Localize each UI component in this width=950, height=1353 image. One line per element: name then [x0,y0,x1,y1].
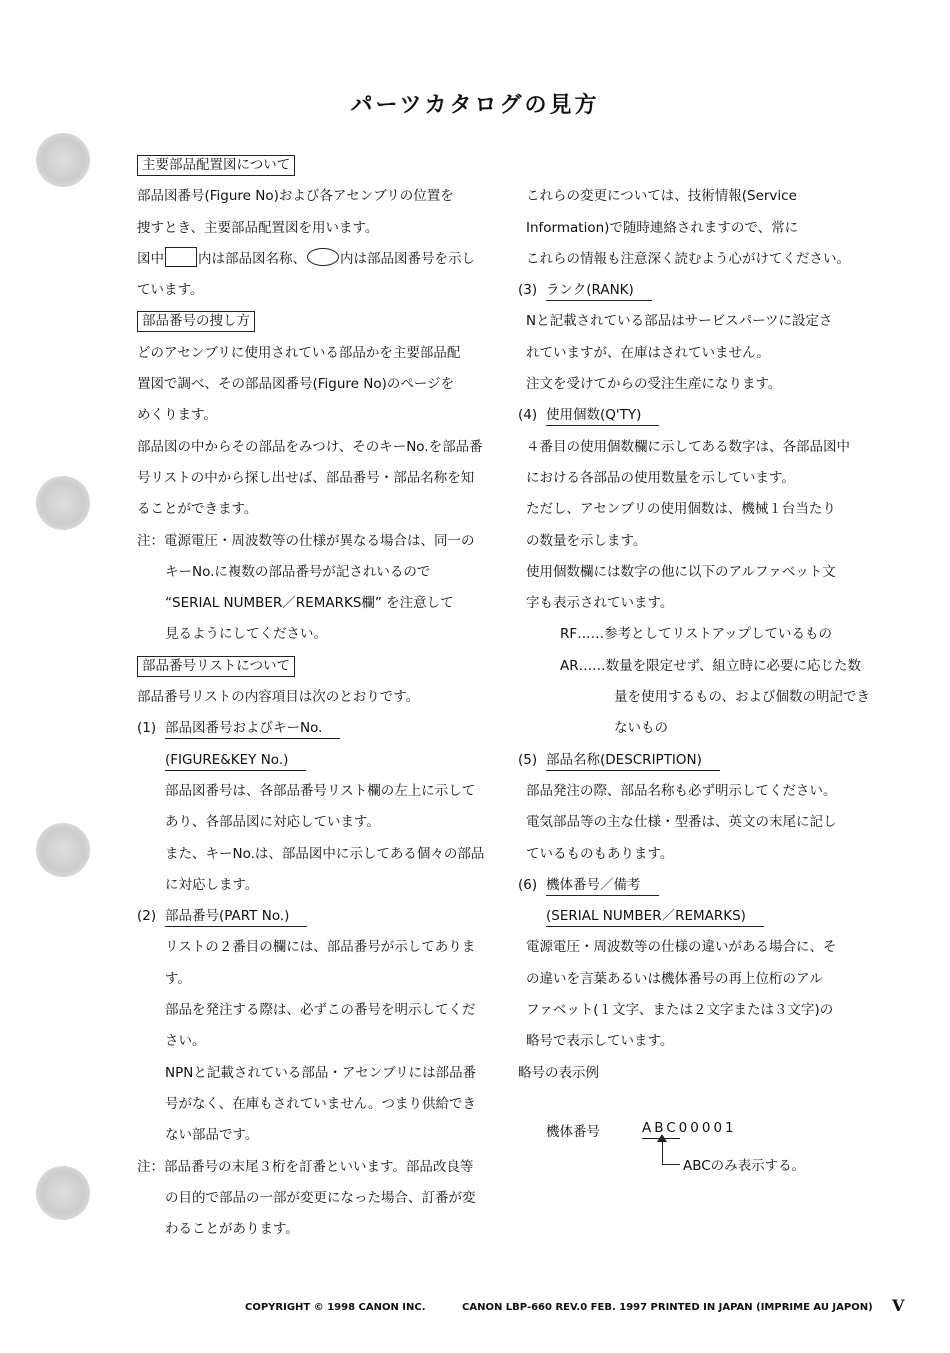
text-line-content: AR……数量を限定せず、組立時に必要に応じた数 [560,657,862,674]
text-line-content: における各部品の使用数量を示しています。 [526,469,795,486]
example-label: 機体番号 [546,1124,600,1140]
text-line [137,338,507,369]
text-line-content: 注：部品番号の末尾３桁を訂番といいます。部品改良等 [137,1158,474,1175]
text-line [137,1026,507,1057]
text-line-content: 捜すとき、主要部品配置図を用います。 [137,219,379,236]
text-line [137,995,507,1026]
item-heading-label: 部品図番号およびキーNo. [165,718,340,739]
text-line-content: の目的で部品の一部が変更になった場合、訂番が変 [165,1189,476,1206]
print-info: CANON LBP-660 REV.0 FEB. 1997 PRINTED IN JAPAN (IMPRIME AU JAPON) [462,1302,873,1313]
text-line-content: れていますが、在庫はされていません。 [526,344,770,361]
text-line [518,150,890,181]
text-line [518,1026,890,1057]
text-line [137,369,507,400]
item-heading-label: 機体番号／備考 [546,875,659,896]
text-line-content: ただし、アセンブリの使用個数は、機械１台当たり [526,501,836,518]
example-note: ABCのみ表示する。 [683,1158,806,1174]
section-heading [137,150,507,181]
text-line [518,651,890,682]
punch-hole-4 [36,1166,90,1220]
text-line [137,1214,507,1245]
text-line [518,463,890,494]
numbered-item-heading [518,745,890,776]
item-heading-label: 使用個数(Q'TY) [546,405,659,426]
text-line [137,1089,507,1120]
item-subheading-label: (SERIAL NUMBER／REMARKS) [546,906,764,927]
item-subheading-label: (FIGURE&KEY No.) [165,750,306,771]
text-line-content: キーNo.に複数の部品番号が記されいるので [165,563,431,580]
text-line [518,494,890,525]
section-heading-label: 部品番号リストについて [137,656,295,677]
text-line [518,839,890,870]
section-heading [137,651,507,682]
text-line-content: 注：電源電圧・周波数等の仕様が異なる場合は、同一の [137,532,475,549]
text-line-content: 部品を発注する際は、必ずこの番号を明示してくだ [165,1002,476,1019]
section-heading [137,306,507,337]
text-line [518,526,890,557]
text-line-content: 部品図の中からその部品をみつけ、そのキーNo.を部品番 [137,438,483,455]
text-line [518,181,890,212]
text-line-content: に対応します。 [165,876,259,893]
punch-hole-2 [36,476,90,530]
text-line-content: NPNと記載されている部品・アセンブリには部品番 [165,1064,477,1081]
numbered-item-heading [137,901,507,932]
text-line-content: 略号の表示例 [518,1064,599,1081]
serial-example [546,1118,886,1178]
text-line [137,494,507,525]
text-line [518,619,890,650]
text-line-content: 号がなく、在庫もされていません。つまり供給でき [165,1095,477,1112]
text-line [518,369,890,400]
text-line [137,776,507,807]
page-title: パーツカタログの見方 [350,93,600,118]
text-line [137,275,507,306]
page-footer [0,1296,950,1322]
text-line [137,682,507,713]
text-line [137,557,507,588]
text-line [518,1058,890,1089]
text-line-content: RF……参考としてリストアップしているもの [560,626,833,643]
text-line [518,306,890,337]
text-line-content: ファベット(１文字、または２文字または３文字)の [526,1002,834,1019]
text-line [518,557,890,588]
item-number: (6) [518,876,538,893]
text-line-content: これらの情報も注意深く読むよう心がけてください。 [526,250,850,267]
text-line-content: 略号で表示しています。 [526,1033,674,1050]
text-line [137,745,507,776]
text-line-content: 字も表示されています。 [526,595,674,612]
text-segment: 内は部品図番号を示し [340,250,475,267]
text-line [137,1183,507,1214]
text-line-content: Nと記載されている部品はサービスパーツに設定さ [526,313,833,330]
section-heading-label: 主要部品配置図について [137,155,295,176]
numbered-item-heading [518,275,890,306]
text-line [137,619,507,650]
text-line [137,1152,507,1183]
text-line [518,807,890,838]
item-number: (1) [137,720,157,737]
numbered-item-heading [518,870,890,901]
text-line-content: “SERIAL NUMBER／REMARKS欄” を注意して [165,595,454,612]
text-segment: 内は部品図名称、 [198,250,306,267]
text-line-content: ない部品です。 [165,1127,259,1144]
text-line [137,526,507,557]
text-line-content: 量を使用するもの、および個数の明記でき [614,689,870,706]
text-line-content: 置図で調べ、その部品図番号(Figure No)のページを [137,376,455,393]
example-leader-line [662,1140,663,1164]
text-line [518,713,890,744]
punch-hole-3 [36,823,90,877]
text-line-content: ないもの [614,720,668,737]
item-number: (3) [518,282,538,299]
text-line-content: あり、各部品図に対応しています。 [165,814,380,831]
text-line [137,870,507,901]
text-line [137,932,507,963]
text-line [137,432,507,463]
text-line [137,181,507,212]
page-number: V [892,1296,905,1315]
item-heading-label: 部品名称(DESCRIPTION) [546,750,720,771]
item-number: (2) [137,908,157,925]
text-line [137,213,507,244]
text-line-content: 部品図番号は、各部品番号リスト欄の左上に示して [165,782,476,799]
section-heading-label: 部品番号の捜し方 [137,311,255,332]
copyright-text: COPYRIGHT © 1998 CANON INC. [245,1302,426,1313]
text-line [137,400,507,431]
text-line [137,244,507,275]
text-line [137,807,507,838]
text-line-content: ることができます。 [137,501,258,518]
text-line [137,588,507,619]
text-line-content: 見るようにしてください。 [165,626,327,643]
text-line [137,1058,507,1089]
text-line-content: 部品番号リストの内容項目は次のとおりです。 [137,689,420,706]
numbered-item-heading [518,400,890,431]
text-line-content: Information)で随時連絡されますので、常に [526,219,799,236]
item-heading-label: 部品番号(PART No.) [165,906,307,927]
text-line [518,995,890,1026]
text-line [137,839,507,870]
text-line [518,964,890,995]
left-column [137,150,507,1245]
text-line-content: 部品発注の際、部品名称も必ず明示してください。 [526,782,837,799]
text-line-content: ています。 [137,282,204,299]
text-line-content: 電気部品等の主な仕様・型番は、英文の末尾に記し [526,814,837,831]
text-line-content: す。 [165,970,191,987]
text-line [518,682,890,713]
text-line-content: めくります。 [137,407,217,424]
text-line [518,432,890,463]
text-line [518,932,890,963]
item-number: (4) [518,407,538,424]
text-line-content: 注文を受けてからの受注生産になります。 [526,376,782,393]
text-line-content: 部品図番号(Figure No)および各アセンブリの位置を [137,188,454,205]
oval-frame-icon [307,248,339,266]
text-line [518,588,890,619]
text-segment: 図中 [137,250,164,267]
right-column [518,150,890,1089]
text-line [518,901,890,932]
text-line-content: どのアセンブリに使用されている部品かを主要部品配 [137,344,461,361]
text-line [518,244,890,275]
text-line-content: わることがあります。 [165,1221,299,1238]
text-line-content: リストの２番目の欄には、部品番号が示してありま [165,939,476,956]
text-line [518,213,890,244]
text-line-content: 号リストの中から探し出せば、部品番号・部品名称を知 [137,469,475,486]
item-number: (5) [518,751,538,768]
rectangle-frame-icon [165,247,197,267]
numbered-item-heading [137,713,507,744]
text-line-content: 使用個数欄には数字の他に以下のアルファベット文 [526,563,836,580]
text-line [137,463,507,494]
text-line-content: これらの変更については、技術情報(Service [526,188,797,205]
text-line-content: また、キーNo.は、部品図中に示してある個々の部品 [165,845,485,862]
text-line [518,338,890,369]
text-line-content: ４番目の使用個数欄に示してある数字は、各部品図中 [526,438,850,455]
text-line-content: 電源電圧・周波数等の仕様の違いがある場合に、そ [526,939,837,956]
text-line [518,776,890,807]
text-line-content: の数量を示します。 [526,532,647,549]
text-line-content: ているものもあります。 [526,845,674,862]
text-line [137,964,507,995]
text-line-content: さい。 [165,1033,206,1050]
example-serial: ABC00001 [642,1120,737,1136]
item-heading-label: ランク(RANK) [546,280,652,301]
punch-hole-1 [36,133,90,187]
text-line-content: の違いを言葉あるいは機体番号の再上位桁のアル [526,970,823,987]
example-leader-foot [662,1164,680,1165]
text-line [137,1120,507,1151]
